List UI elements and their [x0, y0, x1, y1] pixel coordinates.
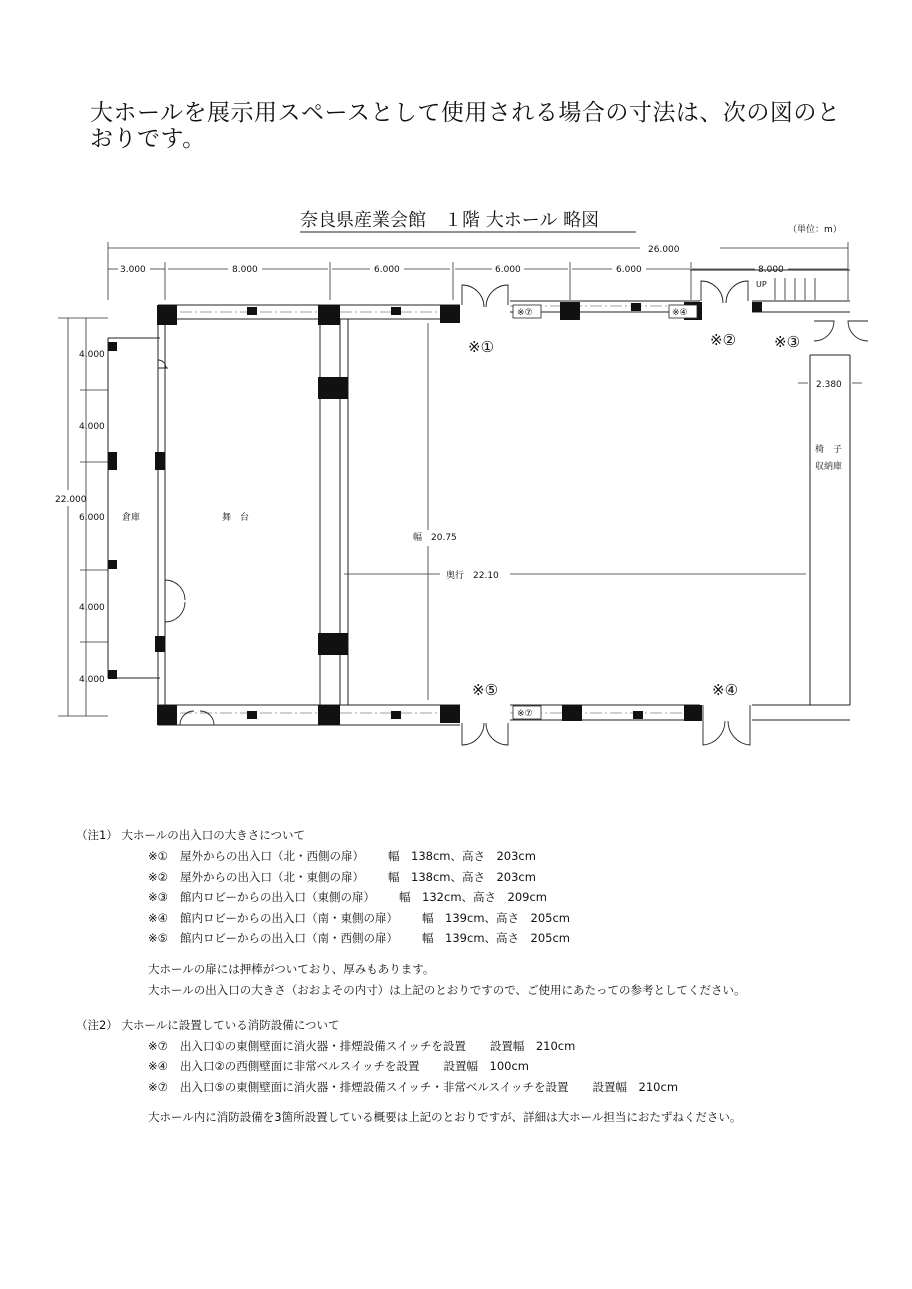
note-mark: ※② [148, 869, 168, 884]
note1-para-1: 大ホールの扉には押棒がついており、厚みもあります。 [148, 961, 435, 976]
depth-label: 奥行 22.10 [446, 571, 499, 581]
note1-para-2: 大ホールの出入口の大きさ（おおよその内寸）は上記のとおりですので、ご使用にあたっての参考としてください。 [148, 982, 746, 997]
note1-title: （注1） 大ホールの出入口の大きさについて [76, 828, 306, 842]
note-size: 幅 139cm、高さ 205cm [422, 931, 570, 945]
left-dim-1: 4.000 [79, 422, 105, 432]
width-label: 幅 20.75 [413, 533, 457, 543]
note-size: 幅 139cm、高さ 205cm [422, 910, 570, 925]
top-dim-5: 8.000 [758, 265, 784, 275]
top-dim-1: 8.000 [232, 265, 258, 275]
top-dim-4: 6.000 [616, 265, 642, 275]
top-dim-2: 6.000 [374, 265, 400, 275]
note-size: 設置幅 210cm [592, 1079, 679, 1094]
note2-item [76, 1036, 896, 1057]
left-dim-2: 6.000 [79, 513, 105, 523]
door-label-3: ※③ [774, 333, 801, 351]
note-size: 幅 132cm、高さ 209cm [399, 890, 547, 904]
left-total-label: 22.000 [55, 495, 87, 505]
right-dim-label: 2.380 [816, 380, 842, 390]
equip-label-1: ※⑦ [517, 308, 533, 318]
hall-dimensions [344, 323, 806, 700]
note1-item [76, 887, 896, 908]
note1-item [76, 846, 896, 867]
room-chair-1: 椅 子 [815, 445, 843, 455]
room-chair-2: 収納庫 [815, 462, 843, 472]
door-label-5: ※⑤ [472, 681, 499, 699]
note-desc: 出入口①の東側壁面に消火器・排煙設備スイッチを設置 [180, 1038, 466, 1053]
columns [108, 302, 762, 725]
page-heading: 大ホールを展示用スペースとして使用される場合の寸法は、次の図のとおりです。 [90, 100, 841, 152]
note-desc: 屋外からの出入口（北・東側の扉） [180, 869, 364, 884]
note1-item [76, 928, 896, 949]
door-label-1: ※① [468, 338, 495, 356]
note-size: 幅 138cm、高さ 203cm [388, 869, 536, 884]
plan-title: 奈良県産業会館 １階 大ホール 略図 [300, 210, 600, 231]
note-desc: 館内ロビーからの出入口（南・西側の扉） [180, 931, 399, 945]
left-dim-3: 4.000 [79, 603, 105, 613]
equip-label-2: ※④ [672, 308, 688, 318]
note-mark: ※⑦ [148, 1038, 168, 1053]
stair [775, 278, 815, 300]
note2-para: 大ホール内に消防設備を3箇所設置している概要は上記のとおりですが、詳細は大ホール担当におたずねください。 [148, 1110, 742, 1124]
unit-label: （単位：m） [788, 225, 842, 235]
stair-label: UP [756, 280, 767, 289]
note-mark: ※④ [148, 910, 168, 925]
note-size: 設置幅 210cm [489, 1038, 576, 1053]
note2-item [76, 1077, 896, 1098]
door-label-4: ※④ [712, 681, 739, 699]
note-desc: 館内ロビーからの出入口（東側の扉） [180, 890, 376, 904]
top-total-label: 26.000 [648, 245, 680, 255]
note-size: 幅 138cm、高さ 203cm [388, 849, 536, 863]
left-dim-0: 4.000 [79, 350, 105, 360]
note2-item [76, 1056, 896, 1077]
note-mark: ※④ [148, 1059, 168, 1073]
doors [158, 281, 868, 745]
note-mark: ※① [148, 849, 168, 863]
note-desc: 出入口⑤の東側壁面に消火器・排煙設備スイッチ・非常ベルスイッチを設置 [180, 1079, 569, 1094]
top-segment-dimensions [108, 262, 848, 300]
floor-plan [0, 190, 912, 760]
room-storage: 倉庫 [122, 513, 141, 523]
note-mark: ※⑤ [148, 931, 168, 945]
top-dim-0: 3.000 [120, 265, 146, 275]
note2-title: （注2） 大ホールに設置している消防設備について [76, 1017, 340, 1032]
top-dim-3: 6.000 [495, 265, 521, 275]
note-mark: ※③ [148, 890, 168, 904]
note-size: 設置幅 100cm [443, 1059, 529, 1073]
note-desc: 出入口②の西側壁面に非常ベルスイッチを設置 [180, 1059, 420, 1073]
door-label-2: ※② [710, 331, 737, 349]
centerlines [160, 306, 700, 713]
equip-label-3: ※⑦ [517, 709, 533, 719]
note1-item [76, 908, 896, 929]
note-mark: ※⑦ [148, 1079, 168, 1094]
note-desc: 屋外からの出入口（北・西側の扉） [180, 849, 364, 863]
room-stage: 舞 台 [222, 513, 250, 523]
note-desc: 館内ロビーからの出入口（南・東側の扉） [180, 910, 399, 925]
note1-item [76, 867, 896, 888]
notes-section [76, 825, 896, 1128]
left-dim-4: 4.000 [79, 675, 105, 685]
